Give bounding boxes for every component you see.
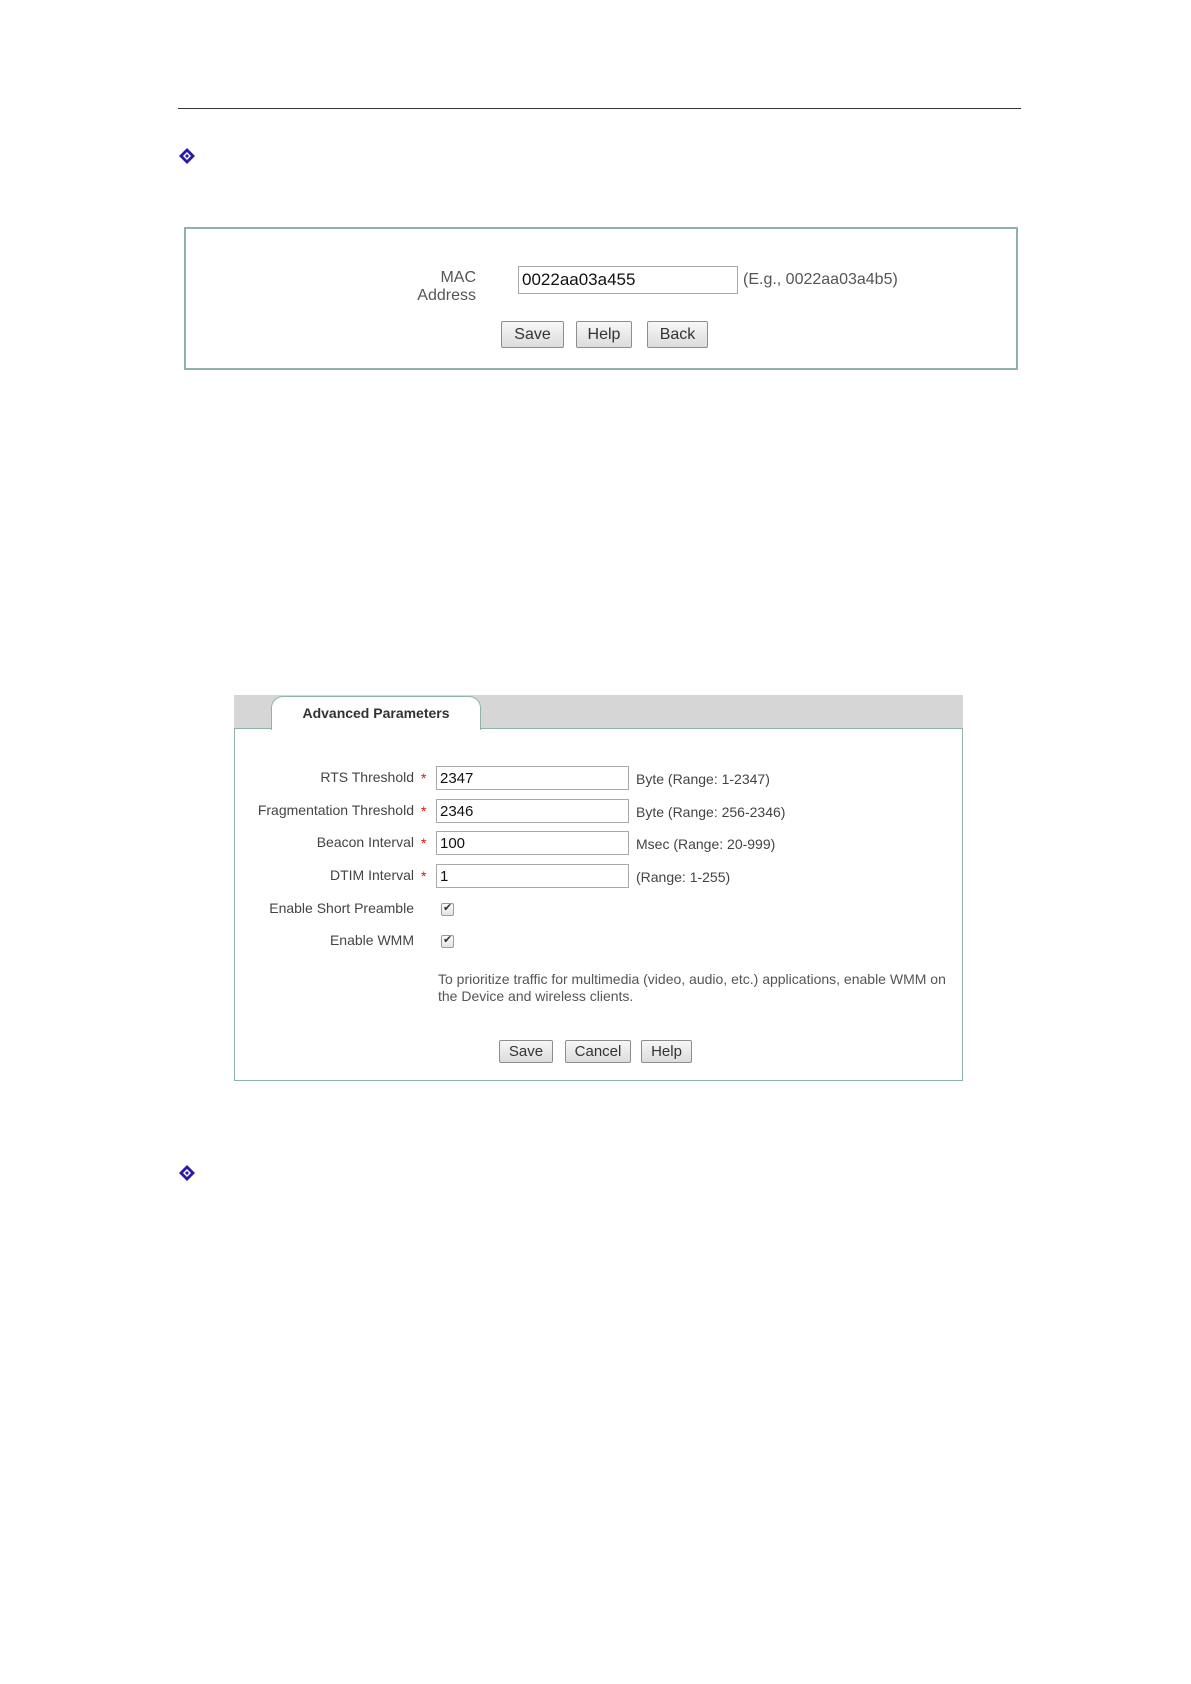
required-marker: *	[421, 835, 427, 851]
cancel-button[interactable]: Cancel	[565, 1040, 631, 1063]
back-button[interactable]: Back	[647, 321, 708, 348]
dtim-interval-label: DTIM Interval	[329, 867, 414, 883]
beacon-interval-input[interactable]	[436, 831, 629, 855]
advanced-form	[234, 728, 963, 1081]
mac-address-label: MAC Address	[417, 269, 476, 304]
dtim-interval-input[interactable]	[436, 864, 629, 888]
rts-threshold-label: RTS Threshold	[320, 769, 414, 785]
rts-threshold-input[interactable]	[436, 766, 629, 790]
help-button[interactable]: Help	[641, 1040, 692, 1063]
diamond-bullet-icon	[179, 1165, 193, 1179]
required-marker: *	[421, 868, 427, 884]
fragmentation-threshold-unit: Byte (Range: 256-2346)	[636, 804, 786, 820]
fragmentation-threshold-label: Fragmentation Threshold	[257, 802, 414, 818]
help-button[interactable]: Help	[576, 321, 632, 348]
diamond-bullet-icon	[179, 148, 193, 162]
required-marker: *	[421, 770, 427, 786]
wmm-checkbox[interactable]	[441, 935, 454, 948]
beacon-interval-label: Beacon Interval	[316, 834, 414, 850]
mac-address-panel	[184, 227, 1018, 370]
wmm-note: To prioritize traffic for multimedia (video, audio, etc.) applications, enable WMM on the Device and wireless clients.	[438, 971, 946, 1004]
wmm-label: Enable WMM	[329, 932, 414, 948]
rts-threshold-unit: Byte (Range: 1-2347)	[636, 771, 770, 787]
dtim-interval-unit: (Range: 1-255)	[636, 869, 731, 885]
header-rule	[178, 108, 1021, 109]
save-button[interactable]: Save	[501, 321, 564, 348]
required-marker: *	[421, 803, 427, 819]
fragmentation-threshold-input[interactable]	[436, 799, 629, 823]
checkmark-icon: ✔	[443, 902, 453, 914]
short-preamble-label: Enable Short Preamble	[269, 900, 414, 916]
mac-address-input[interactable]	[518, 266, 738, 294]
tab-advanced-parameters[interactable]: Advanced Parameters	[271, 696, 481, 730]
mac-address-hint: (E.g., 0022aa03a4b5)	[743, 271, 898, 288]
beacon-interval-unit: Msec (Range: 20-999)	[636, 836, 776, 852]
save-button[interactable]: Save	[499, 1040, 553, 1063]
checkmark-icon: ✔	[443, 934, 453, 946]
advanced-parameters-panel	[234, 695, 963, 1081]
short-preamble-checkbox[interactable]	[441, 903, 454, 916]
